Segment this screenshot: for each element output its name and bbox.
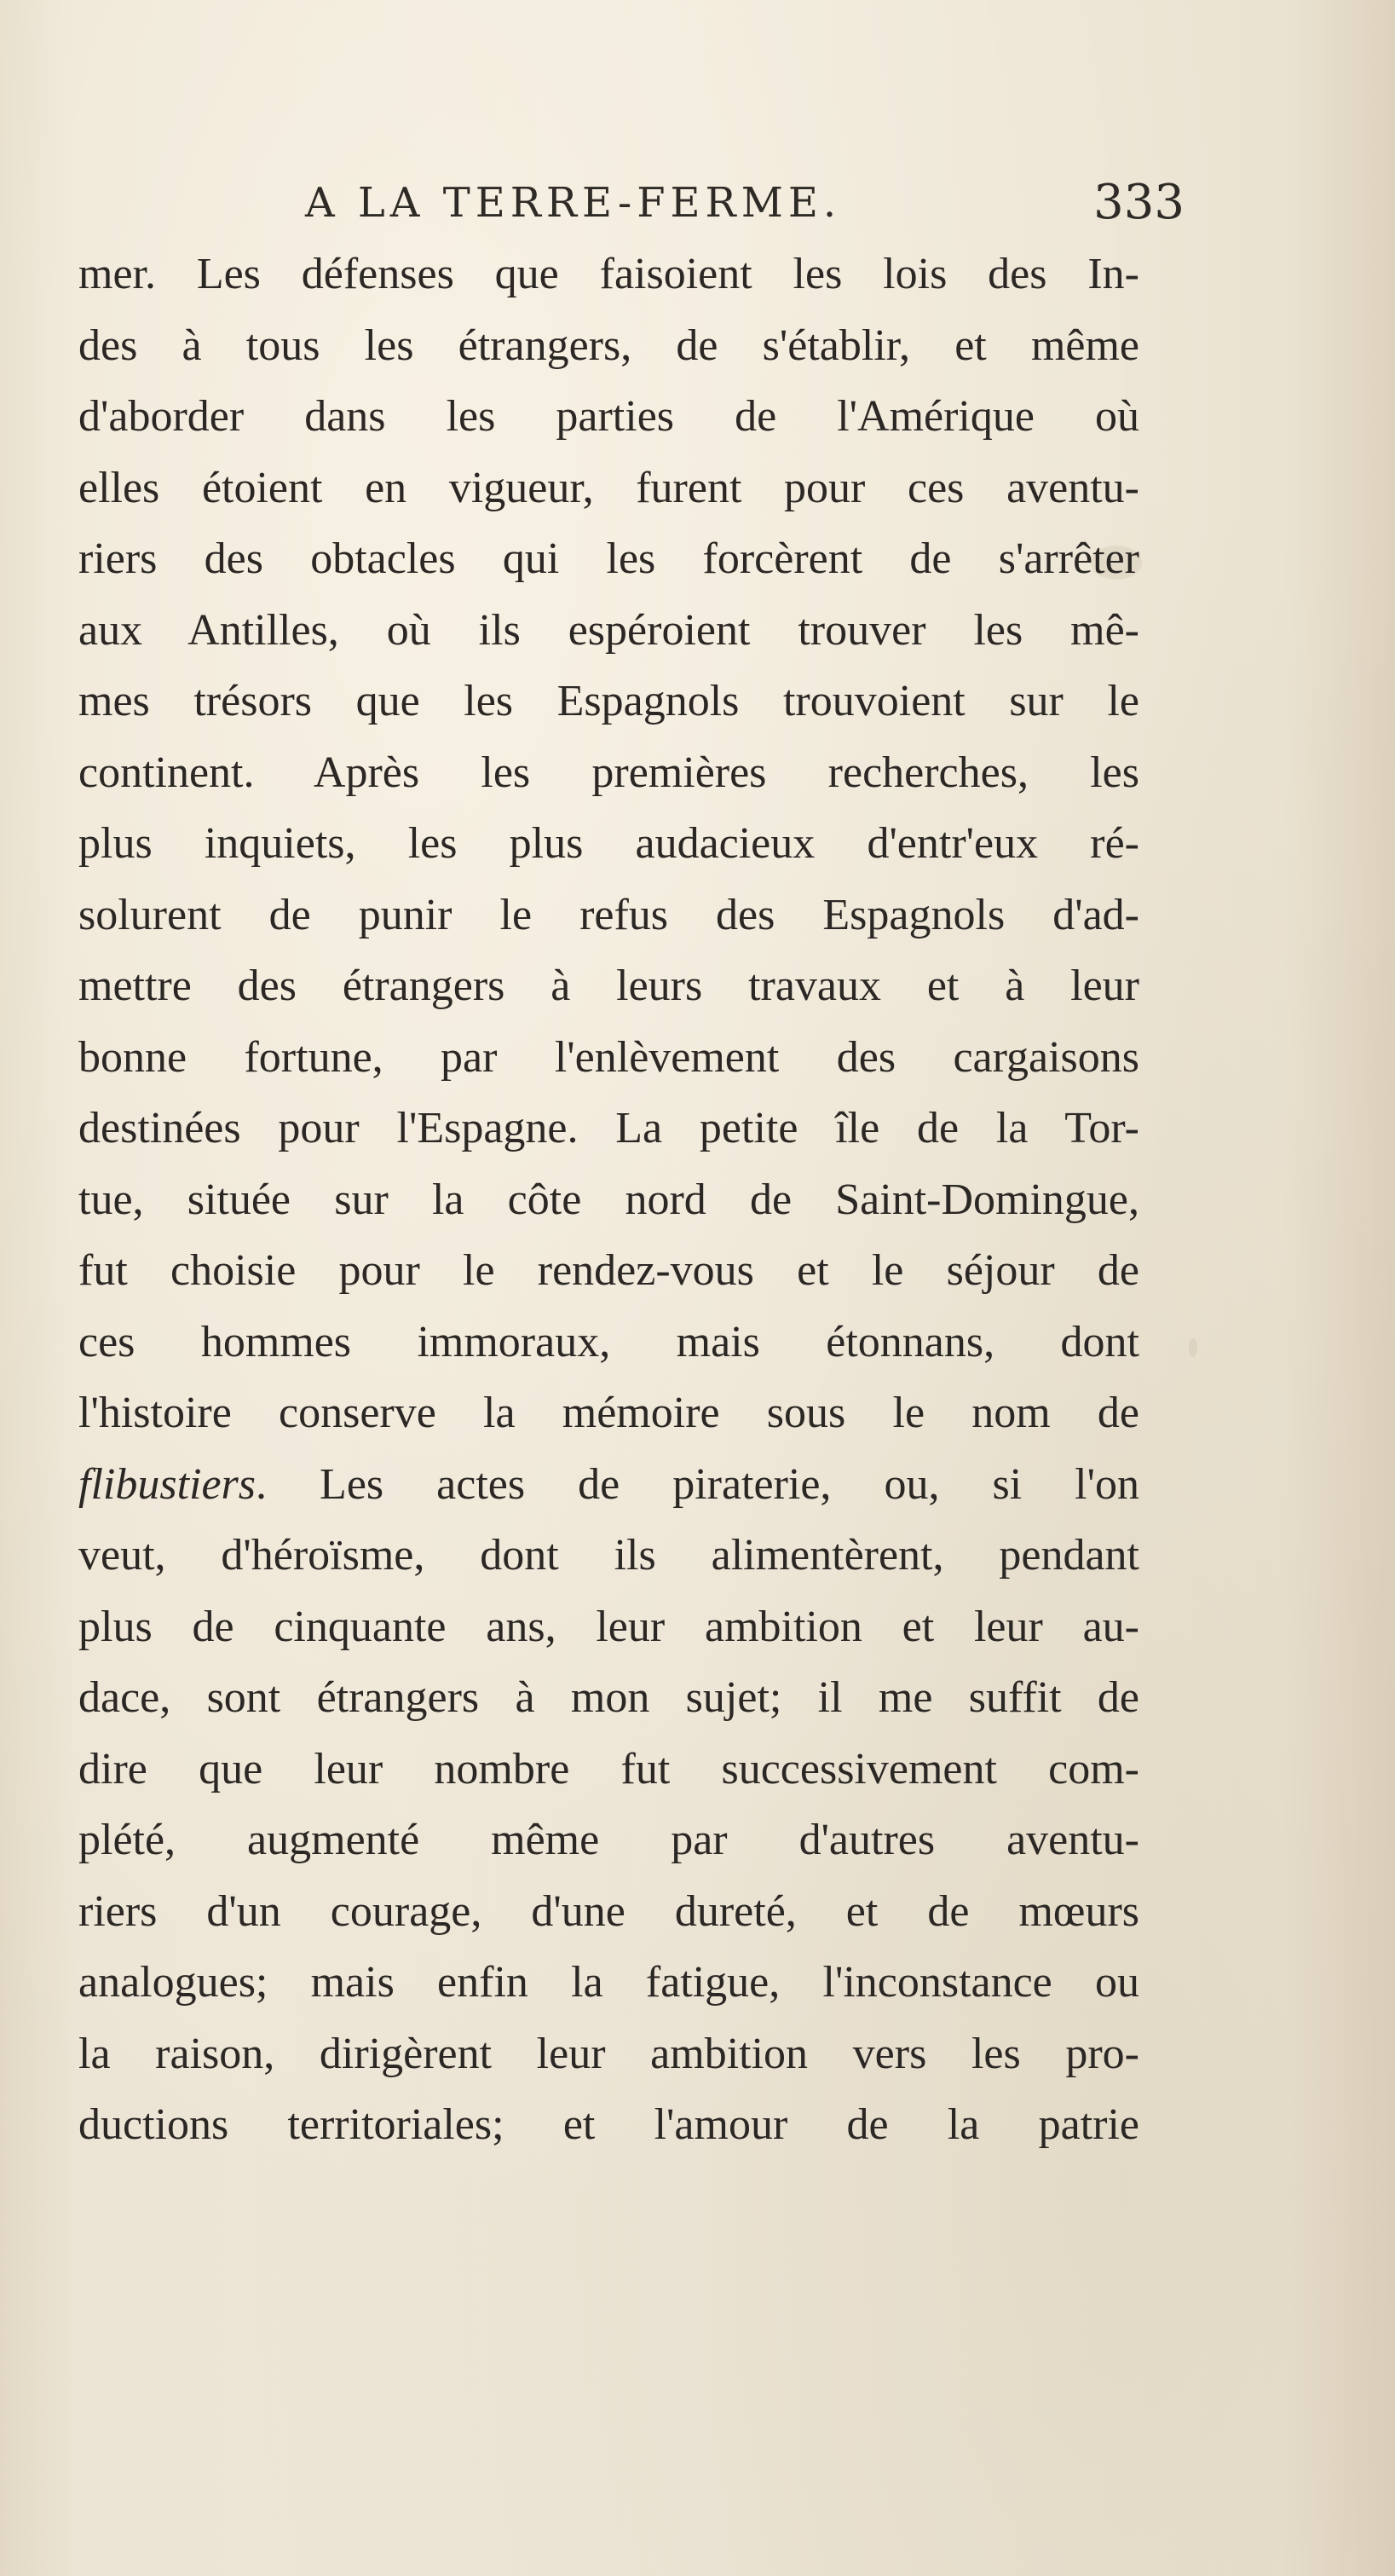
paper-stain xyxy=(1189,1338,1197,1357)
text-line: riers d'un courage, d'une dureté, et de mœurs xyxy=(78,1886,1139,1936)
text-line: dace, sont étrangers à mon sujet; il me suffit de xyxy=(78,1673,1139,1722)
text-line-with-italic xyxy=(78,1449,1139,1521)
text-line: des à tous les étrangers, de s'établir, et même xyxy=(78,321,1139,370)
text-line: plus inquiets, les plus audacieux d'entr'eux ré- xyxy=(78,819,1139,868)
text-line: mes trésors que les Espagnols trouvoient sur le xyxy=(78,677,1139,725)
text-line: analogues; mais enfin la fatigue, l'inconstance ou xyxy=(78,1958,1139,2007)
text-line: tue, située sur la côte nord de Saint-Domingue, xyxy=(78,1175,1139,1224)
text-line: elles étoient en vigueur, furent pour ces aventu- xyxy=(78,463,1139,512)
text-line: bonne fortune, par l'enlèvement des cargaisons xyxy=(78,1032,1139,1082)
text-line: dire que leur nombre fut successivement com- xyxy=(78,1744,1139,1793)
text-line: aux Antilles, où ils espéroient trouver les mê- xyxy=(78,605,1139,655)
text-line: l'histoire conserve la mémoire sous le nom de xyxy=(78,1389,1139,1437)
body-text xyxy=(78,239,1139,2161)
running-title: A LA TERRE-FERME. xyxy=(305,179,842,227)
text-line-rest: . Les actes de piraterie, ou, si l'on xyxy=(256,1459,1139,1509)
running-head xyxy=(77,169,1185,237)
text-line: veut, d'héroïsme, dont ils alimentèrent, pendant xyxy=(78,1531,1139,1580)
page-number: 333 xyxy=(1093,175,1185,230)
text-line: ces hommes immoraux, mais étonnans, dont xyxy=(78,1317,1139,1366)
text-line: destinées pour l'Espagne. La petite île de la Tor- xyxy=(78,1104,1139,1152)
text-line: d'aborder dans les parties de l'Amérique où xyxy=(78,392,1139,441)
text-line: mer. Les défenses que faisoient les lois des In- xyxy=(78,250,1139,298)
text-line: ductions territoriales; et l'amour de la patrie xyxy=(78,2100,1139,2149)
text-line: riers des obtacles qui les forcèrent de s'arrêter xyxy=(78,534,1139,583)
text-line: plété, augmenté même par d'autres aventu- xyxy=(78,1816,1139,1864)
text-line: la raison, dirigèrent leur ambition vers les pro- xyxy=(78,2029,1139,2078)
text-line: solurent de punir le refus des Espagnols d'ad- xyxy=(78,890,1139,939)
text-line: plus de cinquante ans, leur ambition et leur au- xyxy=(78,1602,1139,1651)
text-line: mettre des étrangers à leurs travaux et à leur xyxy=(78,962,1139,1010)
italic-term: flibustiers xyxy=(78,1459,257,1509)
text-line: continent. Après les premières recherches, les xyxy=(78,748,1139,797)
text-line: fut choisie pour le rendez-vous et le séjour de xyxy=(78,1246,1139,1295)
